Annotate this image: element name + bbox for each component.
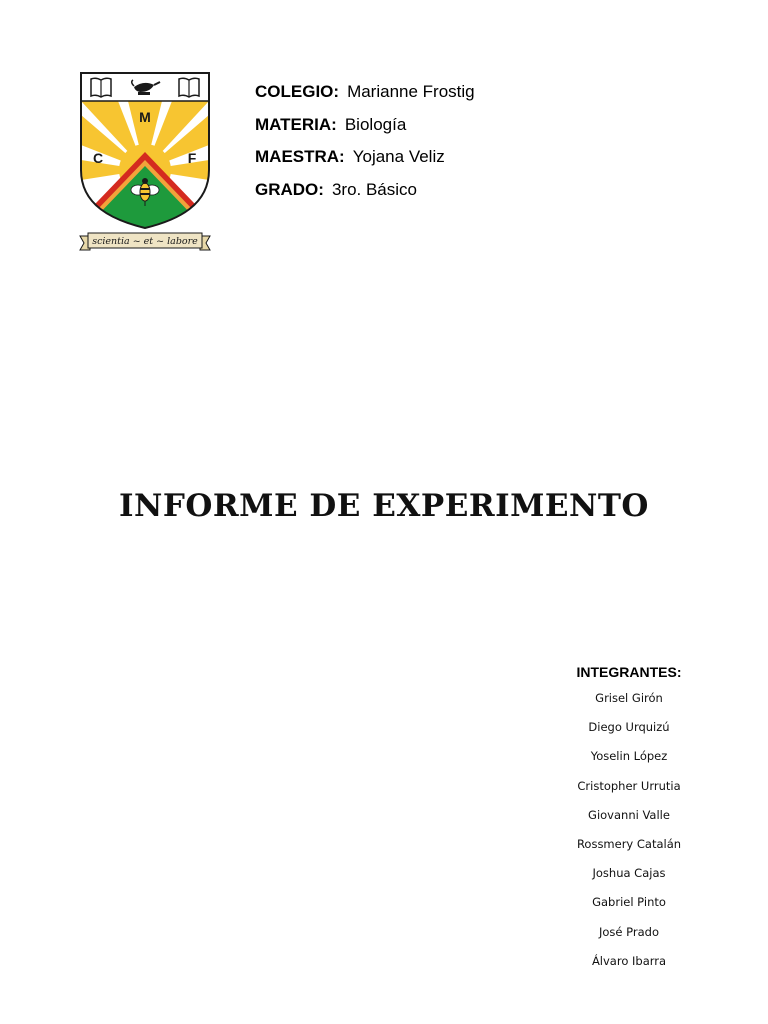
member-name: Grisel Girón: [595, 691, 663, 705]
member-name: Giovanni Valle: [588, 807, 670, 822]
member-name: Rossmery Catalán: [576, 836, 682, 851]
open-book-right-icon: [179, 78, 199, 97]
member-name: Yoselin López: [590, 749, 668, 764]
info-value: Yojana Veliz: [352, 147, 445, 166]
info-label: COLEGIO:: [255, 82, 340, 101]
school-info: [255, 80, 475, 210]
crest-motto: scientia ~ et ~ labore: [92, 236, 198, 247]
member-name: Álvaro Ibarra: [591, 953, 667, 968]
member-name: Joshua Cajas: [592, 866, 666, 881]
document-title: INFORME DE EXPERIMENTO: [119, 488, 649, 524]
crest-letter-f: F: [187, 150, 197, 166]
member-name: Diego Urquizú: [588, 720, 670, 735]
info-value: Biología: [344, 114, 407, 134]
crest-letter-m: M: [139, 109, 151, 125]
info-value: Marianne Frostig: [347, 82, 475, 101]
members-list: [548, 661, 710, 979]
crest-letter-c: C: [92, 150, 104, 166]
member-name: Cristopher Urrutia: [577, 778, 681, 793]
info-row-maestra: [255, 145, 475, 178]
info-row-materia: [255, 113, 475, 146]
info-value: 3ro. Básico: [331, 179, 417, 199]
open-book-left-icon: [91, 78, 111, 97]
info-label: MAESTRA:: [255, 147, 345, 166]
motto-ribbon: [80, 233, 210, 250]
info-label: MATERIA:: [255, 114, 337, 134]
info-row-colegio: [255, 80, 475, 113]
member-name: José Prado: [599, 924, 659, 939]
school-crest: [78, 70, 212, 256]
members-heading: INTEGRANTES:: [576, 664, 682, 680]
info-label: GRADO:: [255, 179, 324, 199]
info-row-grado: [255, 178, 475, 211]
member-name: Gabriel Pinto: [592, 895, 666, 910]
